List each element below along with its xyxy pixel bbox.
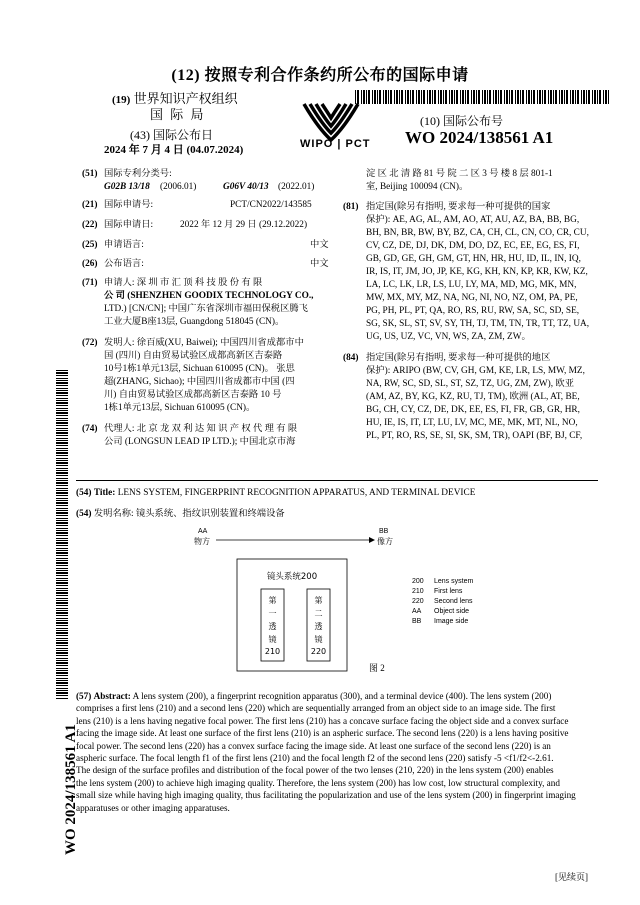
document-title: (12) 按照专利合作条约所公布的国际申请 xyxy=(171,67,469,84)
second-lens-label xyxy=(311,595,326,656)
barcode xyxy=(355,90,610,104)
aa-label: AA xyxy=(198,528,208,535)
abstract: (57) Abstract: A lens system (200), a fingerprint recognition apparatus (300), and a terminal device (400). The lens system (200) comprises a first lens (210) and a second lens (220) which are sequentially arranged from an object side to an image side. The first lens (210) is a lens having negative focal power. The first lens (210) has a concave surface facing the object side and a convex surface facing the image side. At least one surface of the first lens (210) is an aspheric surface. The second lens (220) is a lens having positive focal power. The second lens (220) has a convex surface facing the image side. At least one surface of the second lens (220) is an aspheric surface. The focal length f1 of the first lens (210) and the focal length f2 of the second lens (220) satisfy -5 <f1/f2<-2.61. The design of the surface profiles and distribution of the focal power of the two lenses (210, 220) in the lens system (200) enables the lens system (200) to achieve high imaging quality. Therefore, the lens system (200) has low cost, low structural complexity, and small size while having high imaging quality, thus facilitating the popularization and use of the lens system (200) in fingerprint imaging apparatuses or other imaging apparatuses. xyxy=(76,691,576,813)
bb-cn-label: 像方 xyxy=(377,537,393,546)
aa-cn-label: 物方 xyxy=(194,537,210,546)
svg-text:二: 二 xyxy=(314,609,323,618)
figure-label: 图 2 xyxy=(369,663,385,673)
lens-system-label: 镜头系统200 xyxy=(266,572,318,582)
svg-text:第: 第 xyxy=(268,596,277,605)
pub-date-label: (43) 国际公布日 xyxy=(130,128,213,142)
see-next-page: [见续页] xyxy=(555,872,588,882)
pub-number-label: (10) 国际公布号 xyxy=(420,114,503,128)
title-english: (54) Title: LENS SYSTEM, FINGERPRINT RECOGNITION APPARATUS, AND TERMINAL DEVICE xyxy=(76,488,476,498)
figure-legend xyxy=(412,577,473,627)
lens-system-figure xyxy=(160,523,530,683)
bb-label: BB xyxy=(379,528,389,535)
legend-item: 200 Lens system xyxy=(412,578,474,585)
legend-item: 210 First lens xyxy=(412,588,463,595)
arrow-head-icon xyxy=(369,537,375,543)
svg-text:镜: 镜 xyxy=(314,635,323,644)
side-pub-number: WO 2024/138561 A1 xyxy=(63,724,79,855)
svg-text:210: 210 xyxy=(264,647,281,656)
office-name: (19) 世界知识产权组织 xyxy=(112,91,238,106)
legend-item: BB Image side xyxy=(412,618,469,625)
legend-item: AA Object side xyxy=(412,608,470,615)
legend-item: 220 Second lens xyxy=(412,598,473,605)
field-74-continued: 淀 区 北 清 路 81 号 院 二 区 3 号 楼 8 层 801-1 室, Beijing 100094 (CN)。 xyxy=(366,169,553,192)
svg-text:镜: 镜 xyxy=(268,635,277,644)
wipo-pct-label: WIPO | PCT xyxy=(300,138,371,150)
pub-number: WO 2024/138561 A1 xyxy=(405,128,554,147)
office-subname: 国 际 局 xyxy=(150,107,206,122)
first-lens-label xyxy=(265,595,280,656)
pub-date: 2024 年 7 月 4 日 (04.07.2024) xyxy=(104,144,244,156)
side-barcode xyxy=(56,370,68,700)
title-chinese: (54) 发明名称: 镜头系统、指纹识别装置和终端设备 xyxy=(76,509,285,519)
divider xyxy=(76,480,598,481)
svg-text:透: 透 xyxy=(314,622,323,631)
svg-text:第: 第 xyxy=(314,596,323,605)
svg-text:透: 透 xyxy=(268,622,277,631)
svg-text:一: 一 xyxy=(268,609,277,618)
svg-text:220: 220 xyxy=(310,647,327,656)
